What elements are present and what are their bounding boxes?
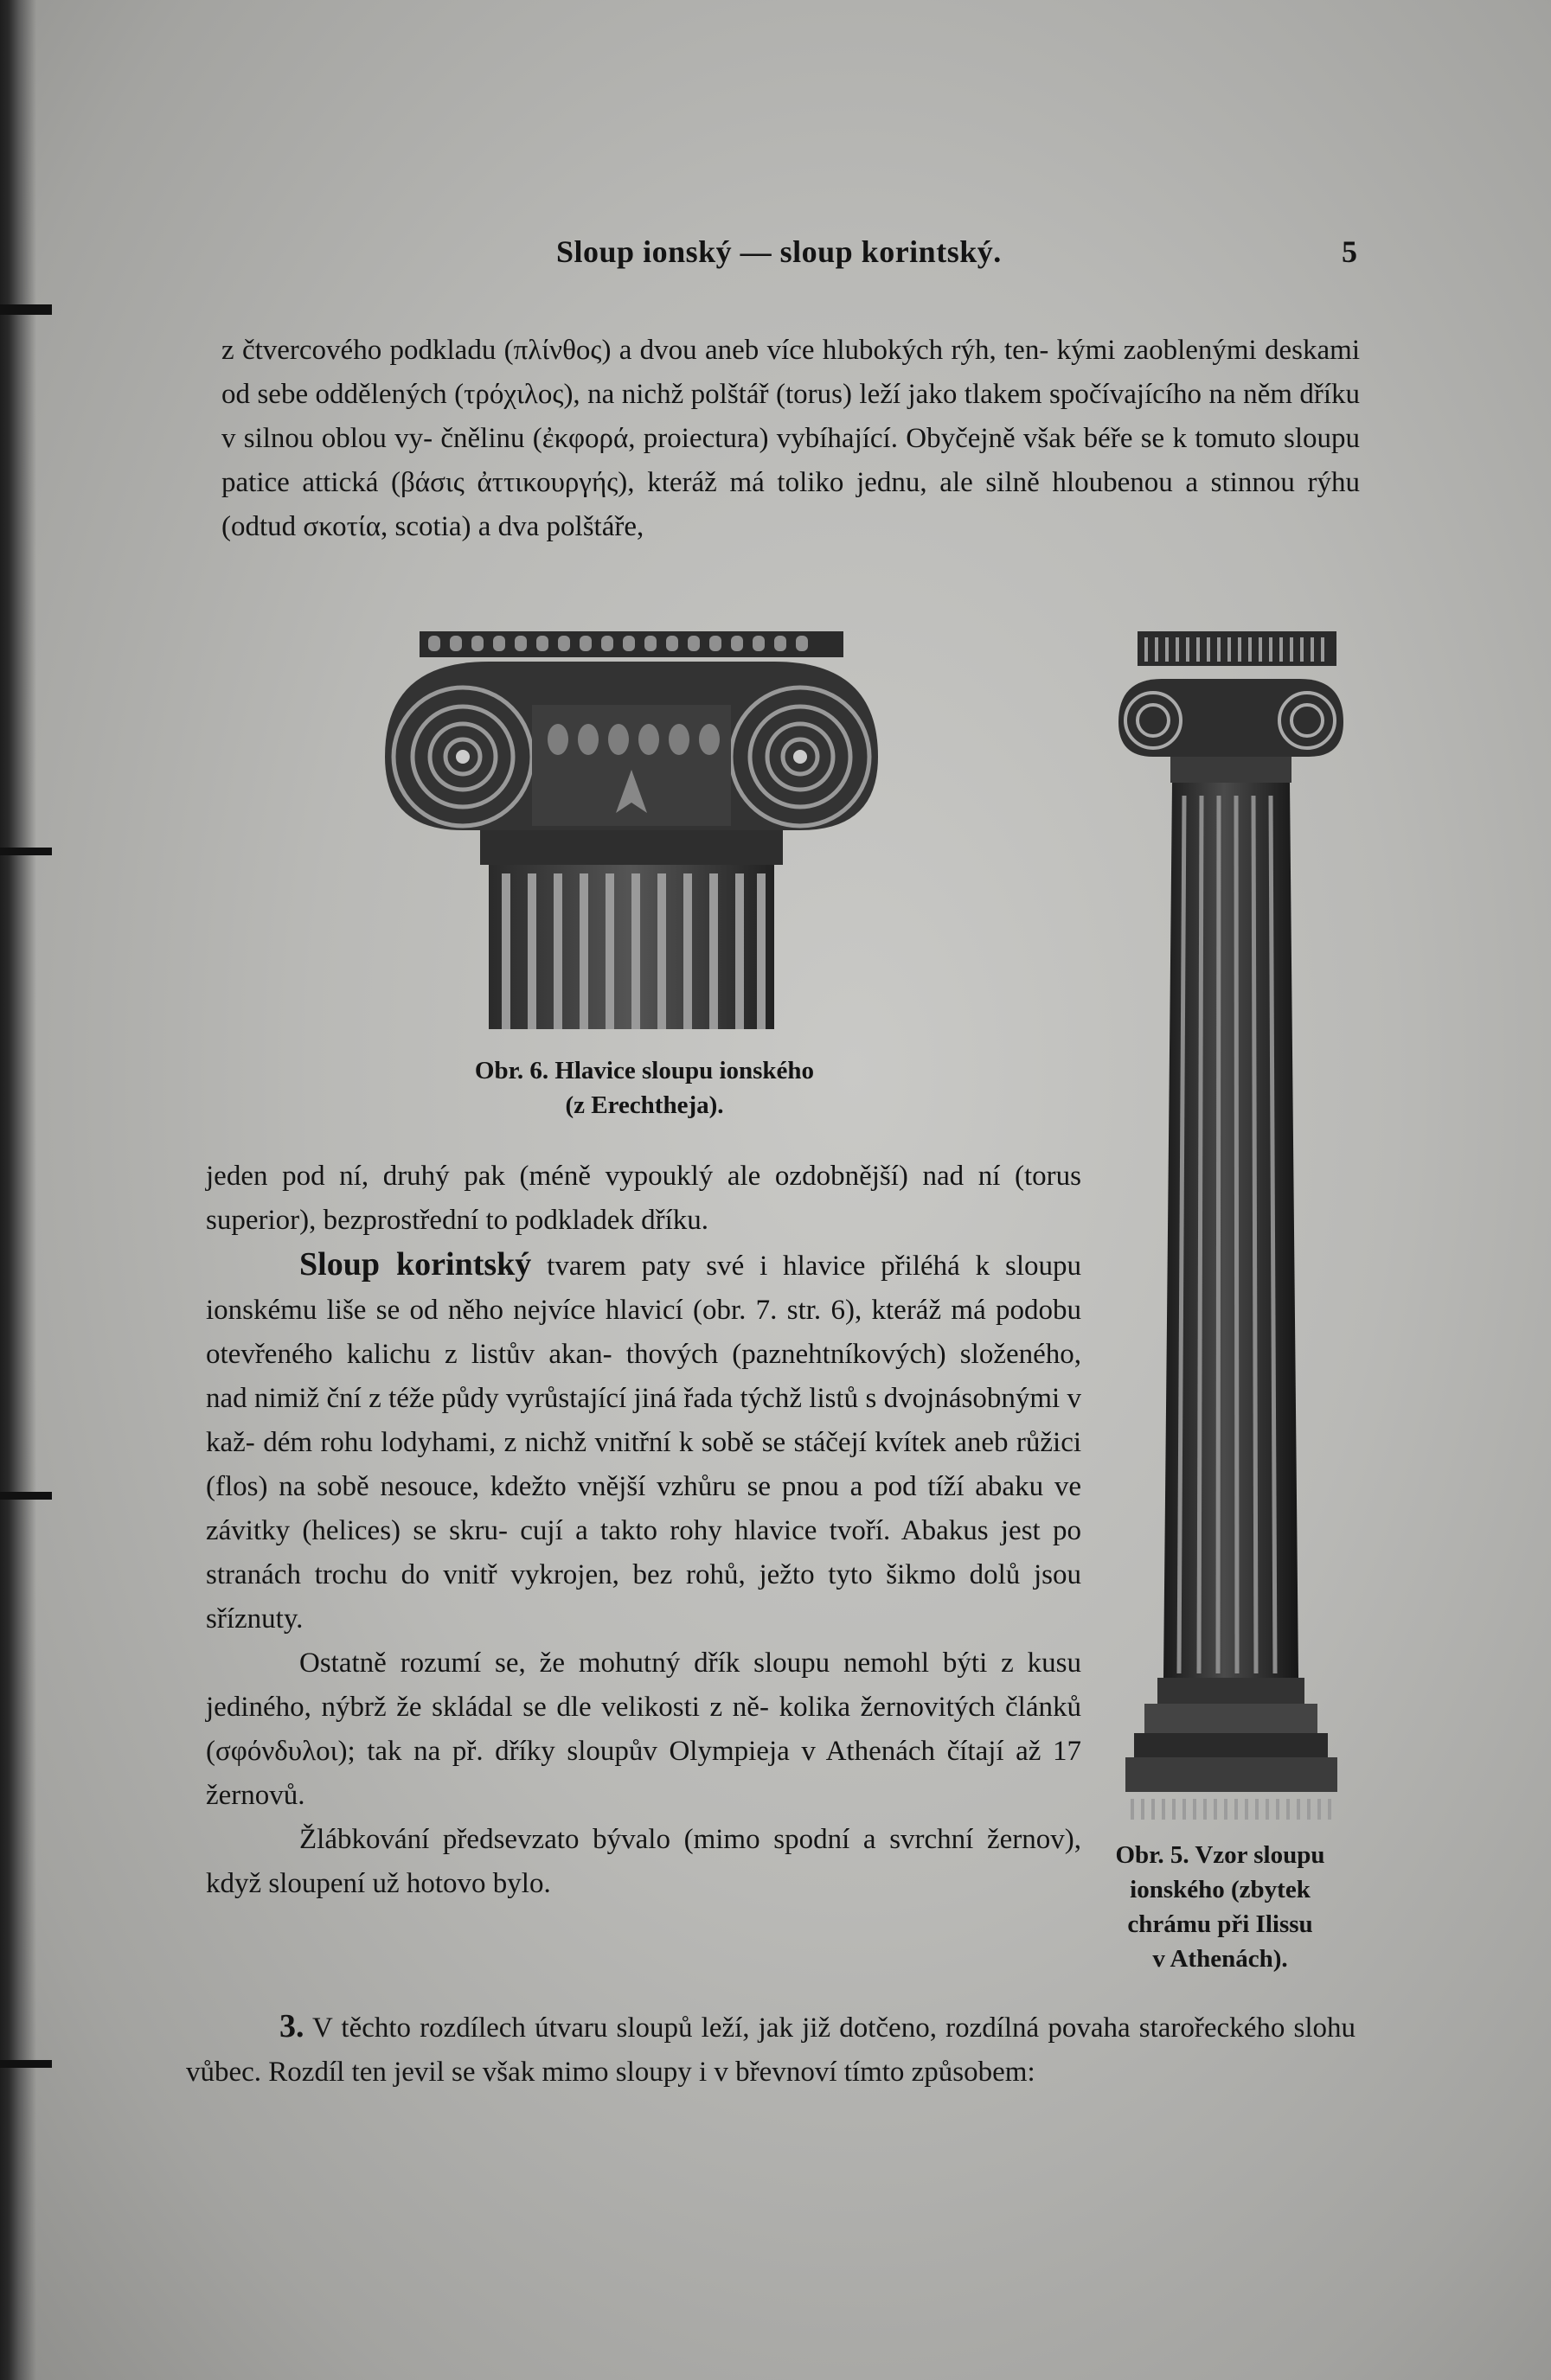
text-line: půdy vyrůstající jiná řada týchž listů s dvojnásobnými v kaž- [206,1383,1082,1458]
caption-line: ionského (zbytek [1130,1876,1311,1903]
text-line: povaha starořeckého slohu vůbec. Rozdíl ten jevil se však mimo sloupy [186,2012,1356,2088]
text-line: Žlábkování předsevzato bývalo (mimo spodní a [299,1824,876,1855]
middle-text-block [206,1155,1081,1906]
section-3-paragraph [186,2005,1356,2095]
paragraph [206,1641,1081,1818]
text-line: svrchní žernov), když sloupení už hotovo bylo. [206,1824,1081,1899]
section-number: 3. [279,2008,304,2044]
text-line: dolů jsou sříznuty. [206,1559,1082,1635]
top-text-block [221,329,1360,549]
ionic-column-figure [1110,627,1348,1825]
top-paragraph [221,329,1360,549]
text-line: str. 6), kteráž má podobu otevřeného kalichu z listův akan- [206,1295,1082,1370]
text-line: dém rohu lodyhami, z nichž vnitřní k sobě se stáčejí kvítek [263,1427,946,1458]
text-line: kolika žernovitých článků (σφόνδυλοι); tak na př. dříky [206,1692,1082,1767]
text-line: trochu do vnitř vykrojen, bez rohů, ježto tyto šikmo [314,1559,956,1590]
bottom-text-block [186,2005,1356,2095]
text-line: i v břevnoví tímto způsobem: [699,2057,1035,2088]
text-line: silně hloubenou a stinnou rýhu (odtud σκοτία, scotia) a dva polštáře, [221,467,1360,542]
run-in-heading: Sloup korintský [299,1246,532,1283]
caption-line: Obr. 5. Vzor sloupu [1115,1841,1325,1869]
text-line: čnělinu (ἐκφορά, proiectura) vybíhající. Obyčejně však béře se k tomuto [440,423,1276,454]
text-line: sloupu patice attická (βάσις ἀττικουργής), kteráž má toliko jednu, ale [221,423,1361,498]
ionic-capital-figure [368,627,895,1033]
text-line: z čtvercového podkladu (πλίνθος) a dvou aneb více hlubokých rýh, ten- [221,335,1049,366]
text-line: sloupův Olympieja v Athenách čítají až 17 žernovů. [206,1736,1082,1811]
text-line: cují a takto rohy hlavice tvoří. Abakus jest po stranách [206,1515,1082,1590]
running-title: Sloup ionský — sloup korintský. [556,234,1002,269]
text-line: býti z kusu jediného, nýbrž že skládal se dle velikosti z ně- [206,1647,1082,1723]
text-line: kými zaoblenými deskami od sebe oddělených (τρόχιλος), na nichž polštář [221,335,1361,410]
page-number: 5 [1342,234,1357,269]
text-line: tvarem paty své i hlavice přiléhá [531,1251,960,1282]
text-line: nad ní (torus superior), bezprostřední to podkladek dříku. [206,1161,1082,1236]
caption-line: v Athenách). [1152,1945,1288,1973]
caption-line: (z Erechtheja). [565,1091,724,1119]
text-line: thových (paznehtníkových) složeného, nad nimiž ční z téže [206,1339,1082,1414]
caption-line: Obr. 6. Hlavice sloupu ionského [474,1057,815,1084]
text-line: Ostatně rozumí se, že mohutný dřík sloupu nemohl [299,1647,930,1679]
caption-line: chrámu při Ilissu [1127,1910,1313,1938]
text-line: aneb růžici (flos) na sobě nesouce, kdežto vnější vzhůru [206,1427,1082,1502]
figure-6-caption [381,1053,908,1123]
text-line: se pnou a pod tíží abaku ve závitky (helices) se skru- [206,1471,1082,1546]
figure-5-caption [1080,1838,1361,1976]
text-line: V těchto rozdílech útvaru sloupů leží, jak již dotčeno, rozdílná [304,2012,1040,2044]
paragraph [206,1155,1081,1243]
text-line: (torus) leží jako tlakem spočívajícího na něm dříku v silnou oblou vy- [221,379,1360,454]
page-header [206,234,1369,285]
paragraph [206,1818,1081,1906]
text-line: k sloupu ionskému liše se od něho nejvíce hlavicí (obr. 7. [206,1251,1082,1326]
paragraph-corinthian [206,1243,1081,1641]
text-line: jeden pod ní, druhý pak (méně vypouklý ale ozdobnější) [206,1161,908,1192]
